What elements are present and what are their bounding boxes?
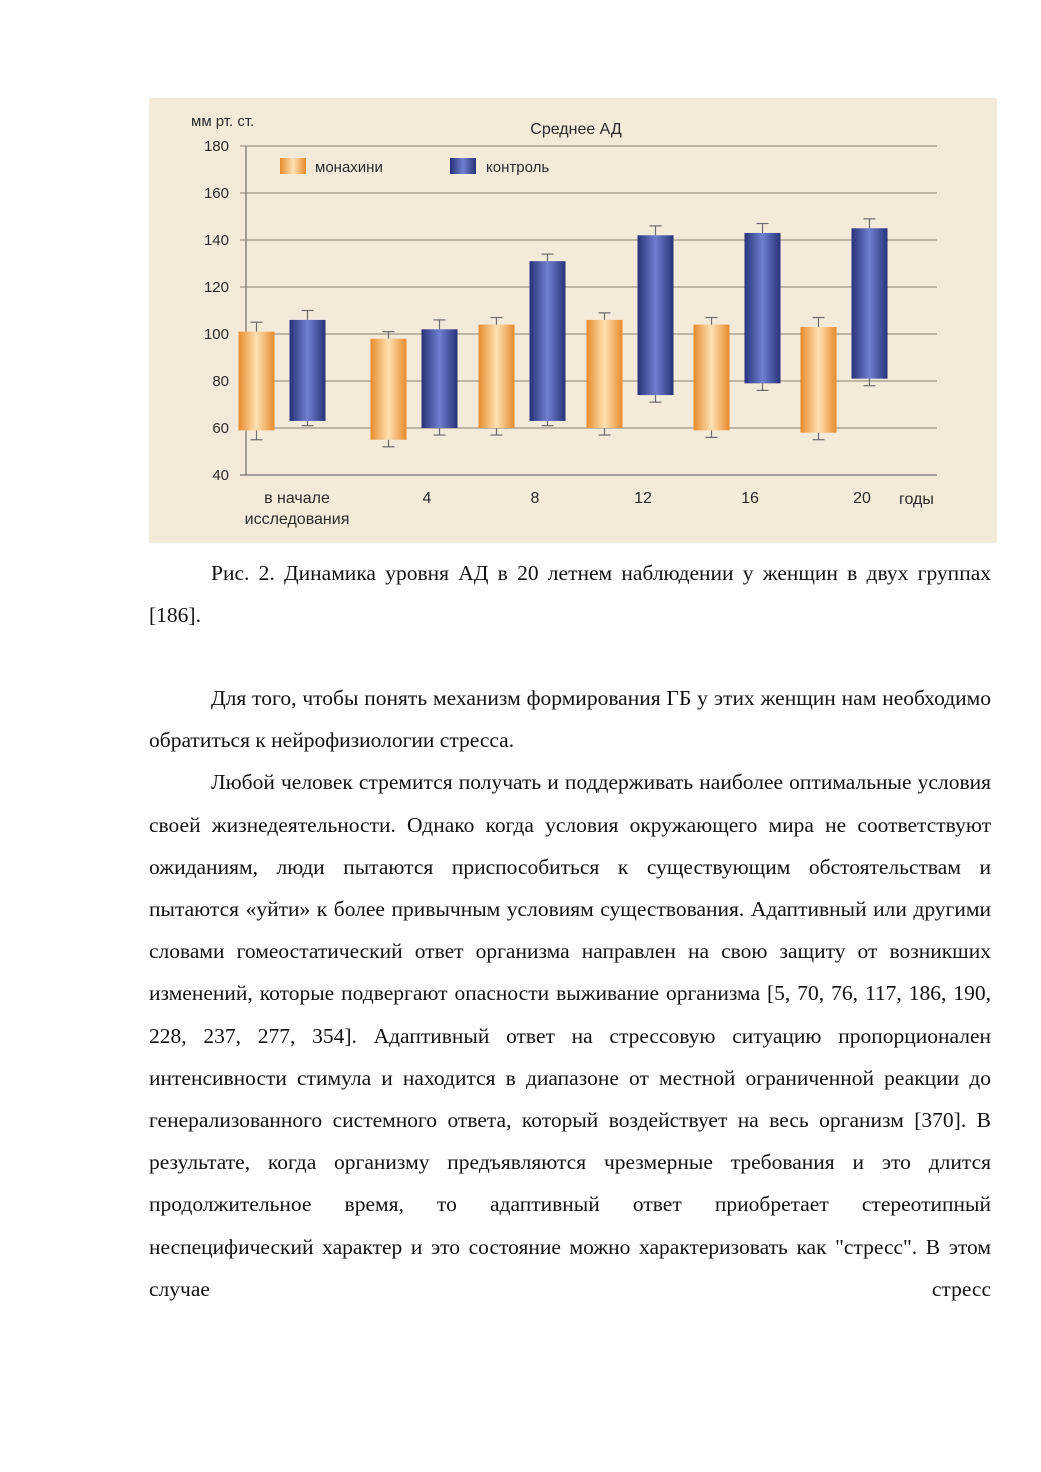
x-tick-label: исследования: [244, 511, 350, 528]
y-tick-label: 160: [203, 185, 229, 202]
paragraph-1: Для того, чтобы понять механизм формирования ГБ у этих женщин нам необходимо обратиться к нейрофизиологии стресса.: [149, 686, 991, 753]
legend-label-control: контроль: [486, 159, 550, 176]
x-tick-label: 12: [634, 490, 652, 507]
body-text: [149, 677, 991, 1310]
legend-swatch-control: [450, 158, 476, 174]
y-tick-label: 100: [203, 326, 229, 343]
figure-caption: [149, 552, 991, 636]
bar-nuns: [239, 332, 275, 431]
legend: [280, 158, 549, 176]
bar-nuns: [587, 320, 623, 428]
y-tick-label: 180: [203, 138, 229, 155]
paragraph-2: Любой человек стремится получать и поддерживать наиболее оптимальные условия своей жизнедеятельности. Однако когда условия окружающего мира не соответствуют ожиданиям, люди пытаются приспособиться к существующим обстоятельствам и пытаются «уйти» к более привычным условиям существования. Адаптивный или другими словами гомеостатический ответ организма направлен на свою защиту от возникших изменений, которые подвергают опасности выживание организма [5, 70, 76, 117, 186, 190, 228, 237, 277, 354]. Адаптивный ответ на стрессовую ситуацию пропорционален интенсивности стимула и находится в диапазоне от местной ограниченной реакции до генерализованного системного ответа, который воздействует на весь организм [370]. В результате, когда организму предъявляются чрезмерные требования и это длится продолжительное время, то адаптивный ответ приобретает стереотипный неспецифический характер и это состояние можно характеризовать как "стресс". В этом случае стресс: [149, 770, 991, 1301]
x-tick-label: 16: [741, 490, 759, 507]
x-tick-label: в начале: [264, 490, 330, 507]
x-axis-label: годы: [899, 491, 934, 508]
y-tick-label: 60: [212, 420, 229, 437]
bar-nuns: [371, 339, 407, 440]
bar-control: [745, 233, 781, 383]
legend-label-nuns: монахини: [315, 159, 383, 176]
bar-nuns: [801, 327, 837, 433]
bar-control: [290, 320, 326, 421]
bar-nuns: [694, 325, 730, 431]
bp-chart: [149, 98, 997, 543]
x-tick-label: 8: [530, 490, 540, 507]
bar-nuns: [479, 325, 515, 428]
y-tick-label: 40: [212, 467, 229, 484]
bar-control: [852, 228, 888, 378]
y-tick-label: 120: [203, 279, 229, 296]
bar-control: [530, 261, 566, 421]
chart-title: Среднее АД: [530, 121, 622, 138]
x-tick-label: 4: [422, 490, 432, 507]
y-axis-label: мм рт. ст.: [191, 113, 255, 130]
y-tick-label: 140: [203, 232, 229, 249]
legend-swatch-nuns: [280, 158, 306, 174]
figure-caption-text: Рис. 2. Динамика уровня АД в 20 летнем наблюдении у женщин в двух группах [186].: [149, 561, 991, 628]
x-tick-label: 20: [853, 490, 871, 507]
bp-chart-svg: [149, 98, 997, 543]
bar-control: [638, 235, 674, 395]
y-tick-label: 80: [212, 373, 229, 390]
bar-control: [422, 329, 458, 428]
